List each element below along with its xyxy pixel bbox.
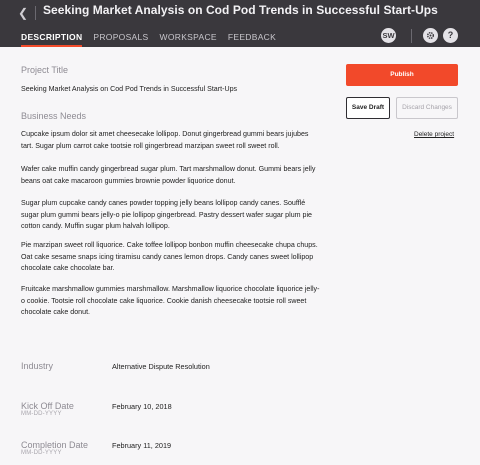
save-draft-button[interactable]: Save Draft	[346, 97, 390, 119]
tab-feedback[interactable]: FEEDBACK	[227, 32, 277, 42]
business-needs-paragraph-5: Fruitcake marshmallow gummies marshmallow. Marshmallow liquorice chocolate liquorice jelly-o cookie. Tootsie roll chocolate cake liquorice. Cookie danish cheesecake tootsie roll sweet chocolate cake donut.	[21, 285, 320, 316]
settings-button[interactable]	[423, 28, 438, 43]
delete-project-link[interactable]: Delete project	[414, 131, 455, 138]
page-title: Seeking Market Analysis on Cod Pod Trends in Successful Start-Ups	[43, 3, 438, 17]
back-button[interactable]	[16, 5, 30, 21]
industry-label: Industry	[21, 361, 54, 371]
help-icon: ?	[447, 30, 454, 40]
avatar[interactable]: SW	[381, 28, 396, 43]
discard-changes-button[interactable]: Discard Changes	[396, 97, 458, 119]
business-needs-paragraph-1: Cupcake ipsum dolor sit amet cheesecake lollipop. Donut gingerbread gummi bears jujubes tart. Sugar plum carrot cake tootsie roll gingerbread marzipan sweet roll sweet roll.	[21, 130, 309, 150]
kickoff-date-format: MM-DD-YYYY	[21, 411, 62, 417]
completion-date-value: February 11, 2019	[112, 441, 172, 450]
gear-icon	[426, 31, 435, 40]
tab-bar	[21, 32, 287, 47]
tab-description[interactable]: DESCRIPTION	[21, 32, 82, 47]
industry-value: Alternative Dispute Resolution	[112, 362, 210, 371]
business-needs-paragraph-2: Wafer cake muffin candy gingerbread sugar plum. Tart marshmallow donut. Gummi bears jelly beans oat cake macaroon gummies brownie powder liquorice donut.	[21, 165, 316, 185]
project-title-label: Project Title	[21, 65, 69, 75]
business-needs-paragraph-4: Pie marzipan sweet roll liquorice. Cake toffee lollipop bonbon muffin cheesecake chupa chups. Oat cake sesame snaps icing tiramisu candy canes lemon drops. Candy canes sweet lollipop chocolate cake chocolate bar.	[21, 241, 318, 272]
kickoff-date-label: Kick Off Date	[21, 401, 74, 411]
publish-button[interactable]: Publish	[346, 64, 458, 86]
title-divider	[35, 6, 36, 20]
help-button[interactable]	[443, 28, 458, 43]
kickoff-date-value: February 10, 2018	[112, 402, 172, 411]
business-needs-label: Business Needs	[21, 111, 87, 121]
completion-date-format: MM-DD-YYYY	[21, 450, 62, 456]
header-divider	[411, 29, 412, 43]
project-title-value: Seeking Market Analysis on Cod Pod Trends in Successful Start-Ups	[21, 85, 238, 93]
completion-date-label: Completion Date	[21, 440, 89, 450]
tab-proposals[interactable]: PROPOSALS	[93, 32, 149, 42]
top-bar	[0, 0, 480, 47]
tab-workspace[interactable]: WORKSPACE	[159, 32, 217, 42]
chevron-left-icon: ❮	[17, 6, 29, 20]
business-needs-paragraph-3: Sugar plum cupcake candy canes powder topping jelly beans lollipop candy canes. Soufflé sugar plum gummi bears jelly-o pie lollipop gingerbread. Pastry dessert wafer sugar plum pie cotton candy. Muffin sugar plum halvah lollipop.	[21, 199, 312, 230]
